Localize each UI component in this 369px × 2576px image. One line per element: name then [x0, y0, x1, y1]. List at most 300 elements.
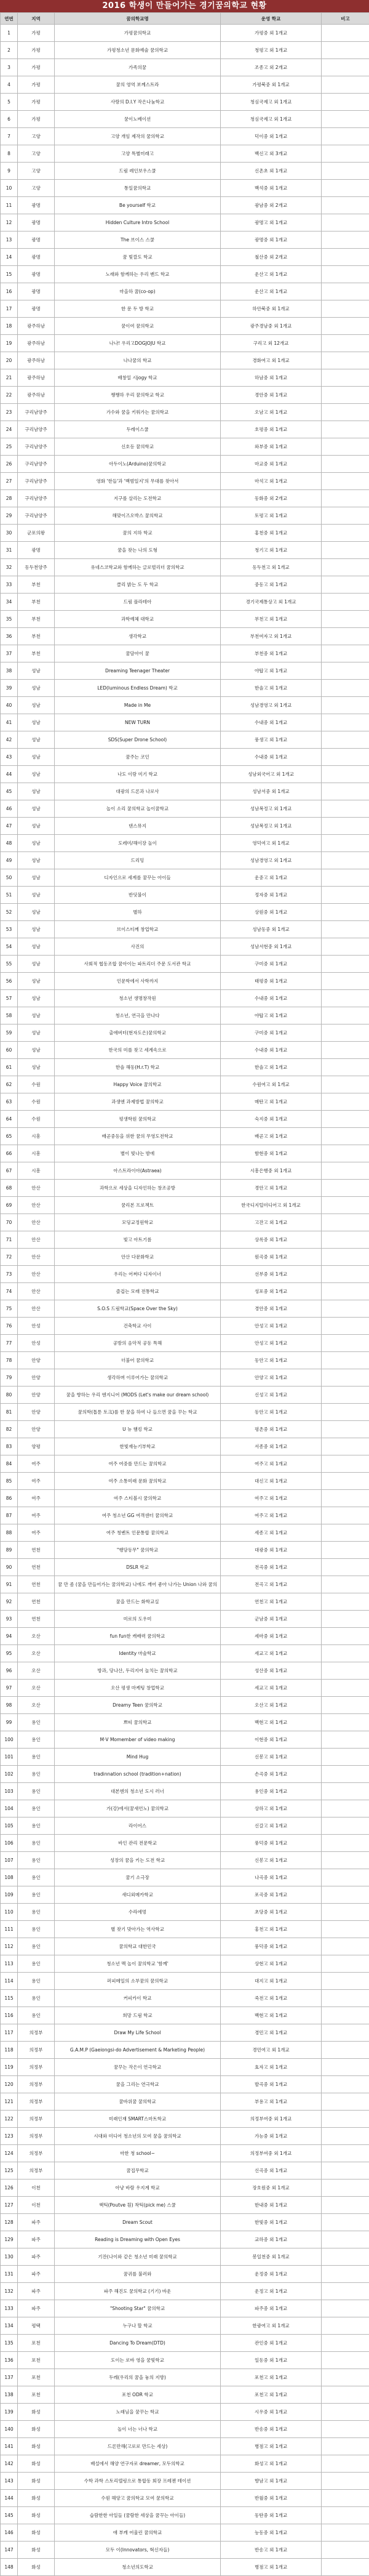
- school-name-cell: The 브이스 스쿨: [55, 231, 221, 249]
- table-row: [1, 852, 369, 869]
- host-school-cell: 성남동중 외 1개교: [221, 921, 322, 938]
- host-school-cell: 마교중 외 1개교: [221, 456, 322, 473]
- host-school-cell: 원곡중 외 1개교: [221, 1249, 322, 1266]
- host-school-cell: 함현중 외 1개교: [221, 1145, 322, 1162]
- note-cell: [322, 990, 369, 1007]
- row-number: 99: [1, 1714, 18, 1731]
- note-cell: [322, 1680, 369, 1697]
- host-school-cell: 군남중 외 1개교: [221, 1611, 322, 1628]
- school-name-cell: 쁘띠 꿈의학교: [55, 1714, 221, 1731]
- row-number: 61: [1, 1059, 18, 1076]
- host-school-cell: 수내중 외 1개교: [221, 749, 322, 766]
- row-number: 27: [1, 473, 18, 490]
- host-school-cell: 초당중 외 1개교: [221, 1904, 322, 1921]
- region-cell: 파주: [18, 2266, 55, 2283]
- note-cell: [322, 59, 369, 76]
- host-school-cell: 청심국제고 외 1개교: [221, 111, 322, 128]
- table-row: [1, 266, 369, 283]
- row-number: 134: [1, 2317, 18, 2335]
- column-header: 지역: [18, 13, 55, 25]
- host-school-cell: 화성고 외 1개교: [221, 2455, 322, 2473]
- school-name-cell: 파주 해진도 꿈의학교 (기기) 바운: [55, 2283, 221, 2300]
- table-row: [1, 662, 369, 680]
- host-school-cell: 성남경영고 외 1개교: [221, 852, 322, 869]
- row-number: 13: [1, 231, 18, 249]
- school-name-cell: 커피카이 학교: [55, 1990, 221, 2007]
- table-row: [1, 628, 369, 645]
- row-number: 106: [1, 1835, 18, 1852]
- note-cell: [322, 1783, 369, 1800]
- table-row: [1, 1404, 369, 1421]
- region-cell: 연천: [18, 1611, 55, 1628]
- host-school-cell: 가평북중 외 1개교: [221, 76, 322, 94]
- school-name-cell: 드리밍: [55, 852, 221, 869]
- school-name-cell: Reading is Dreaming with Open Eyes: [55, 2231, 221, 2248]
- host-school-cell: 평촌중 외 1개교: [221, 1421, 322, 1438]
- school-name-cell: 배설에서 해양 연구자로 dreamer, 모두의학교: [55, 2455, 221, 2473]
- note-cell: [322, 1524, 369, 1542]
- host-school-cell: 성남복정고 외 1개교: [221, 800, 322, 818]
- table-row: [1, 1369, 369, 1387]
- region-cell: 부천: [18, 594, 55, 611]
- note-cell: [322, 2455, 369, 2473]
- note-cell: [322, 1662, 369, 1680]
- school-name-cell: 지구를 살리는 도전학교: [55, 490, 221, 507]
- note-cell: [322, 1800, 369, 1817]
- note-cell: [322, 1697, 369, 1714]
- school-name-cell: 꿈을 향하는 우리 엔지니어 (MODS (Let's make our dream school): [55, 1387, 221, 1404]
- table-row: [1, 1145, 369, 1162]
- host-school-cell: 세마중 외 1개교: [221, 1628, 322, 1645]
- school-name-cell: 꿈이여 꿈의학교: [55, 318, 221, 335]
- host-school-cell: 효자고 외 1개교: [221, 2059, 322, 2076]
- row-number: 102: [1, 1766, 18, 1783]
- school-name-cell: 아냥 바람 우지계 학교: [55, 2180, 221, 2197]
- note-cell: [322, 404, 369, 421]
- region-cell: 의정부: [18, 2024, 55, 2042]
- host-school-cell: 운산고 외 1개교: [221, 266, 322, 283]
- host-school-cell: 조종고 외 2개교: [221, 59, 322, 76]
- note-cell: [322, 2317, 369, 2335]
- table-row: [1, 1111, 369, 1128]
- row-number: 1: [1, 25, 18, 42]
- table-row: [1, 818, 369, 835]
- host-school-cell: 대지고 외 1개교: [221, 1973, 322, 1990]
- host-school-cell: 상원중 외 1개교: [221, 904, 322, 921]
- region-cell: 성남: [18, 1059, 55, 1076]
- row-number: 103: [1, 1783, 18, 1800]
- region-cell: 여주: [18, 1473, 55, 1490]
- row-number: 108: [1, 1869, 18, 1886]
- region-cell: 용인: [18, 1869, 55, 1886]
- row-number: 138: [1, 2386, 18, 2404]
- table-row: [1, 318, 369, 335]
- table-row: [1, 680, 369, 697]
- school-name-cell: 미래인재 SMART스마트학교: [55, 2111, 221, 2128]
- region-cell: 성남: [18, 800, 55, 818]
- row-number: 125: [1, 2162, 18, 2180]
- row-number: 34: [1, 594, 18, 611]
- note-cell: [322, 1886, 369, 1904]
- note-cell: [322, 611, 369, 628]
- table-row: [1, 1990, 369, 2007]
- table-row: [1, 1335, 369, 1352]
- region-cell: 군포의왕: [18, 525, 55, 542]
- region-cell: 이천: [18, 2197, 55, 2214]
- row-number: 41: [1, 714, 18, 731]
- region-cell: 의정부: [18, 2111, 55, 2128]
- host-school-cell: 이현중 외 1개교: [221, 1731, 322, 1749]
- row-number: 77: [1, 1335, 18, 1352]
- note-cell: [322, 352, 369, 369]
- table-row: [1, 800, 369, 818]
- row-number: 64: [1, 1111, 18, 1128]
- host-school-cell: 숙지중 외 1개교: [221, 1111, 322, 1128]
- table-row: [1, 2248, 369, 2266]
- table-row: [1, 2111, 369, 2128]
- row-number: 111: [1, 1921, 18, 1938]
- school-name-cell: 과학으로 세상을 디자인하는 창조공방: [55, 1180, 221, 1197]
- row-number: 132: [1, 2283, 18, 2300]
- region-cell: 용인: [18, 1938, 55, 1955]
- region-cell: 여주: [18, 1524, 55, 1542]
- table-row: [1, 2542, 369, 2559]
- school-name-cell: 공방의 음악적 공동 특해: [55, 1335, 221, 1352]
- note-cell: [322, 1059, 369, 1076]
- region-cell: 시흥: [18, 1162, 55, 1180]
- host-school-cell: 교하중 외 1개교: [221, 2231, 322, 2248]
- table-row: [1, 1852, 369, 1869]
- row-number: 20: [1, 352, 18, 369]
- note-cell: [322, 1973, 369, 1990]
- table-row: [1, 180, 369, 197]
- note-cell: [322, 1145, 369, 1162]
- note-cell: [322, 438, 369, 456]
- row-number: 97: [1, 1680, 18, 1697]
- row-number: 71: [1, 1231, 18, 1249]
- host-school-cell: 일동중 외 1개교: [221, 2352, 322, 2369]
- region-cell: 안성: [18, 1318, 55, 1335]
- table-row: [1, 645, 369, 662]
- table-row: [1, 2197, 369, 2214]
- table-row: [1, 2524, 369, 2542]
- table-row: [1, 1128, 369, 1145]
- note-cell: [322, 266, 369, 283]
- row-number: 8: [1, 145, 18, 163]
- note-cell: [322, 163, 369, 180]
- note-cell: [322, 2180, 369, 2197]
- row-number: 45: [1, 783, 18, 800]
- host-school-cell: 성남경영고 외 1개교: [221, 697, 322, 714]
- host-school-cell: 백석중 외 1개교: [221, 180, 322, 197]
- host-school-cell: 백신고 외 3개교: [221, 145, 322, 163]
- region-cell: 화성: [18, 2524, 55, 2542]
- region-cell: 파주: [18, 2231, 55, 2248]
- region-cell: 성남: [18, 783, 55, 800]
- table-row: [1, 421, 369, 438]
- school-name-cell: 모딩교정원학교: [55, 1214, 221, 1231]
- table-row: [1, 1162, 369, 1180]
- region-cell: 화성: [18, 2507, 55, 2524]
- school-name-cell: 핵틱(Poutve 흰) 착틱(pick me) 스쿨: [55, 2197, 221, 2214]
- column-header: 연번: [1, 13, 18, 25]
- region-cell: 포천: [18, 2369, 55, 2386]
- row-number: 101: [1, 1749, 18, 1766]
- host-school-cell: 경안중 외 1개교: [221, 1300, 322, 1318]
- region-cell: 고양: [18, 163, 55, 180]
- school-name-cell: 드림 레인보우스쿨: [55, 163, 221, 180]
- row-number: 83: [1, 1438, 18, 1455]
- host-school-cell: 신봉고 외 1개교: [221, 1749, 322, 1766]
- table-row: [1, 2024, 369, 2042]
- row-number: 128: [1, 2214, 18, 2231]
- table-row: [1, 1783, 369, 1800]
- row-number: 114: [1, 1973, 18, 1990]
- row-number: 55: [1, 956, 18, 973]
- region-cell: 의정부: [18, 2162, 55, 2180]
- host-school-cell: 여주고 외 1개교: [221, 1507, 322, 1524]
- note-cell: [322, 2335, 369, 2352]
- table-row: [1, 2093, 369, 2111]
- row-number: 143: [1, 2473, 18, 2490]
- note-cell: [322, 1749, 369, 1766]
- school-name-cell: 별하: [55, 904, 221, 921]
- note-cell: [322, 231, 369, 249]
- table-row: [1, 128, 369, 145]
- host-school-cell: 청심국제고 외 1개교: [221, 94, 322, 111]
- region-cell: 오산: [18, 1697, 55, 1714]
- host-school-cell: 와부중 외 1개교: [221, 438, 322, 456]
- row-number: 129: [1, 2231, 18, 2248]
- host-school-cell: 용인중 외 1개교: [221, 1783, 322, 1800]
- region-cell: 부천: [18, 611, 55, 628]
- row-number: 126: [1, 2180, 18, 2197]
- region-cell: 광주하남: [18, 335, 55, 352]
- host-school-cell: 하안북중 외 1개교: [221, 300, 322, 318]
- school-name-cell: 청소년, 연극을 만나다: [55, 1007, 221, 1024]
- row-number: 127: [1, 2197, 18, 2214]
- school-name-cell: S.O.S 드림학교(Space Over the Sky): [55, 1300, 221, 1318]
- table-row: [1, 1214, 369, 1231]
- host-school-cell: 홍천중 외 1개교: [221, 525, 322, 542]
- host-school-cell: 야탑고 외 1개교: [221, 662, 322, 680]
- school-name-cell: 나도 이랑 미기 학교: [55, 766, 221, 783]
- table-row: [1, 352, 369, 369]
- row-number: 6: [1, 111, 18, 128]
- region-cell: 부천: [18, 645, 55, 662]
- region-cell: 가평: [18, 42, 55, 59]
- table-row: [1, 2421, 369, 2438]
- school-name-cell: 과학예체 대학교: [55, 611, 221, 628]
- school-name-cell: 댄스뮤지: [55, 818, 221, 835]
- table-row: [1, 1576, 369, 1593]
- row-number: 39: [1, 680, 18, 697]
- region-cell: 의정부: [18, 2093, 55, 2111]
- host-school-cell: 관인중 외 1개교: [221, 2335, 322, 2352]
- note-cell: [322, 1731, 369, 1749]
- table-row: [1, 1817, 369, 1835]
- page-title: 2016 학생이 만들어가는 경기꿈의학교 현황: [0, 0, 369, 12]
- table-row: [1, 197, 369, 214]
- school-name-cell: 마한 청 school~: [55, 2145, 221, 2162]
- school-name-cell: 유네스코학교와 함께하는 글로벌리더 꿈의학교: [55, 559, 221, 576]
- school-name-cell: 배창일 시jogy 학교: [55, 369, 221, 387]
- school-name-cell: 꿈을 만드는 화학교실: [55, 1593, 221, 1611]
- row-number: 38: [1, 662, 18, 680]
- school-name-cell: 여주 청벤트 인문통합 꿈의학교: [55, 1524, 221, 1542]
- region-cell: 광명: [18, 283, 55, 300]
- region-cell: 구리남양주: [18, 490, 55, 507]
- host-school-cell: 고잔고 외 1개교: [221, 1214, 322, 1231]
- table-row: [1, 1645, 369, 1662]
- school-name-cell: 해맞이즈오박스 꿈의학교: [55, 507, 221, 525]
- table-header-row: [1, 13, 369, 25]
- note-cell: [322, 335, 369, 352]
- school-name-cell: 통일꿈의학교: [55, 180, 221, 197]
- host-school-cell: 능동중 외 1개교: [221, 2524, 322, 2542]
- table-row: [1, 749, 369, 766]
- note-cell: [322, 1076, 369, 1093]
- region-cell: 광주하남: [18, 387, 55, 404]
- table-row: [1, 1835, 369, 1852]
- table-row: [1, 214, 369, 231]
- host-school-cell: 백현고 외 1개교: [221, 1714, 322, 1731]
- table-row: [1, 2438, 369, 2455]
- host-school-cell: 경안중 외 1개교: [221, 387, 322, 404]
- region-cell: 가평: [18, 59, 55, 76]
- row-number: 107: [1, 1852, 18, 1869]
- school-name-cell: 두레이스쿨: [55, 421, 221, 438]
- row-number: 59: [1, 1024, 18, 1042]
- host-school-cell: 동안고 외 1개교: [221, 1404, 322, 1421]
- row-number: 119: [1, 2059, 18, 2076]
- row-number: 57: [1, 990, 18, 1007]
- table-row: [1, 1438, 369, 1455]
- region-cell: 안산: [18, 1214, 55, 1231]
- note-cell: [322, 2473, 369, 2490]
- school-name-cell: 드림 플라테아: [55, 594, 221, 611]
- school-name-cell: DSLR 학교: [55, 1559, 221, 1576]
- note-cell: [322, 1921, 369, 1938]
- host-school-cell: 발곡중 외 1개교: [221, 2076, 322, 2093]
- row-number: 115: [1, 1990, 18, 2007]
- note-cell: [322, 180, 369, 197]
- school-name-cell: 두레(우리의 꿈을 놓의 지방): [55, 2369, 221, 2386]
- table-row: [1, 2559, 369, 2576]
- region-cell: 여주: [18, 1490, 55, 1507]
- school-name-cell: 도이는 로바 영을 꿈빛학교: [55, 2352, 221, 2369]
- note-cell: [322, 1093, 369, 1111]
- host-school-cell: 반송고 외 1개교: [221, 2542, 322, 2559]
- note-cell: [322, 1835, 369, 1852]
- region-cell: 오산: [18, 1662, 55, 1680]
- region-cell: 용인: [18, 1973, 55, 1990]
- region-cell: 의정부: [18, 2042, 55, 2059]
- region-cell: 안양: [18, 1369, 55, 1387]
- school-name-cell: 쨍쨍하 우리 꿈의학교 학교: [55, 387, 221, 404]
- table-row: [1, 973, 369, 990]
- table-row: [1, 404, 369, 421]
- host-school-cell: 병점고 외 1개교: [221, 2438, 322, 2455]
- row-number: 40: [1, 697, 18, 714]
- row-number: 87: [1, 1507, 18, 1524]
- region-cell: 파주: [18, 2248, 55, 2266]
- host-school-cell: 영덕여고 외 1개교: [221, 835, 322, 852]
- row-number: 42: [1, 731, 18, 749]
- region-cell: 안양: [18, 1352, 55, 1369]
- host-school-cell: 부천여자고 외 1개교: [221, 628, 322, 645]
- host-school-cell: 선부중 외 1개교: [221, 1266, 322, 1283]
- region-cell: 성남: [18, 749, 55, 766]
- school-name-cell: 대본엔의 청소년 도시 러너: [55, 1783, 221, 1800]
- table-row: [1, 1042, 369, 1059]
- row-number: 130: [1, 2248, 18, 2266]
- note-cell: [322, 1352, 369, 1369]
- row-number: 7: [1, 128, 18, 145]
- note-cell: [322, 1024, 369, 1042]
- row-number: 19: [1, 335, 18, 352]
- region-cell: 성남: [18, 680, 55, 697]
- school-name-cell: 브이스티께 창업학교: [55, 921, 221, 938]
- host-school-cell: 풍생고 외 1개교: [221, 731, 322, 749]
- school-name-cell: Dreaming Teenager Theater: [55, 662, 221, 680]
- school-name-cell: 인문학에서 사학까지: [55, 973, 221, 990]
- row-number: 72: [1, 1249, 18, 1266]
- row-number: 124: [1, 2145, 18, 2162]
- note-cell: [322, 2404, 369, 2421]
- column-header: 운영 학교: [221, 13, 322, 25]
- table-row: [1, 2317, 369, 2335]
- table-row: [1, 1731, 369, 1749]
- note-cell: [322, 1645, 369, 1662]
- school-name-cell: 한솔 해동(H.r.T) 학교: [55, 1059, 221, 1076]
- row-number: 15: [1, 266, 18, 283]
- host-school-cell: 운정중 외 1개교: [221, 2266, 322, 2283]
- table-row: [1, 2300, 369, 2317]
- note-cell: [322, 2197, 369, 2214]
- host-school-cell: 하남중 외 1개교: [221, 369, 322, 387]
- row-number: 5: [1, 94, 18, 111]
- host-school-cell: 시흥은행중 외 1개교: [221, 1162, 322, 1180]
- school-name-cell: 꿈꾸는 작은이 연극학교: [55, 2059, 221, 2076]
- note-cell: [322, 628, 369, 645]
- table-row: [1, 2352, 369, 2369]
- note-cell: [322, 1128, 369, 1145]
- region-cell: 파주: [18, 2283, 55, 2300]
- school-name-cell: "Shooting Star" 꿈의학교: [55, 2300, 221, 2317]
- school-name-cell: 우리는 어쩌다 디자이너: [55, 1266, 221, 1283]
- host-school-cell: 동탄중 외 1개교: [221, 2507, 322, 2524]
- note-cell: [322, 94, 369, 111]
- note-cell: [322, 2093, 369, 2111]
- school-name-cell: 배곧중등을 위한 꿈의 무영도전학교: [55, 1128, 221, 1145]
- school-name-cell: Dancing To Dream(DTD): [55, 2335, 221, 2352]
- note-cell: [322, 662, 369, 680]
- region-cell: 성남: [18, 731, 55, 749]
- host-school-cell: 경기국제통상고 외 1개교: [221, 594, 322, 611]
- note-cell: [322, 1335, 369, 1352]
- table-row: [1, 576, 369, 594]
- region-cell: 화성: [18, 2421, 55, 2438]
- table-row: [1, 1197, 369, 1214]
- school-name-cell: 꿈기 소극장: [55, 1869, 221, 1886]
- school-name-cell: 노래님을 꿈꾸는 학교: [55, 2404, 221, 2421]
- school-name-cell: 가평꿈의학교: [55, 25, 221, 42]
- region-cell: 시흥: [18, 1128, 55, 1145]
- row-number: 80: [1, 1387, 18, 1404]
- note-cell: [322, 283, 369, 300]
- row-number: 56: [1, 973, 18, 990]
